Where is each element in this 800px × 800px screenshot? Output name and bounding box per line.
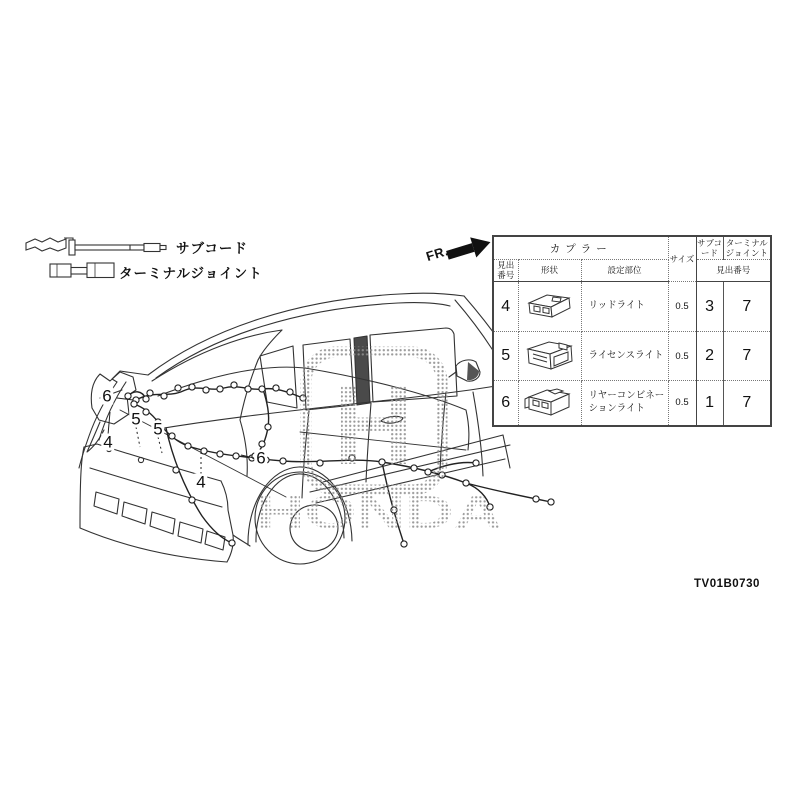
callout-6-rear: 6 — [102, 386, 112, 406]
row-sub-cord: 2 — [696, 332, 723, 381]
row-location: リヤーコンビネーションライト — [581, 381, 668, 426]
header-index-no-span: 見出番号 — [696, 260, 771, 282]
connector-table — [492, 235, 772, 427]
callout-6-right: 6 — [256, 448, 266, 468]
rear-bumper — [80, 444, 250, 562]
honda-watermark-text: HONDA — [256, 486, 502, 538]
connector-shape-icon — [518, 332, 581, 381]
row-size: 0.5 — [668, 381, 696, 426]
row-terminal-joint: 7 — [723, 282, 771, 332]
row-sub-cord: 3 — [696, 282, 723, 332]
table-row — [493, 381, 771, 426]
row-size: 0.5 — [668, 332, 696, 381]
callout-4-center: 4 — [196, 472, 206, 492]
sub-cord-label: サブコード — [176, 241, 248, 256]
callout-4-rear: 4 — [103, 432, 113, 452]
row-index: 5 — [493, 332, 518, 381]
connector-shape-icon — [518, 282, 581, 332]
header-coupler: カプラー — [493, 236, 668, 260]
row-index: 6 — [493, 381, 518, 426]
callout-5-left: 5 — [131, 409, 141, 429]
row-terminal-joint: 7 — [723, 381, 771, 426]
h-emblem-watermark: H — [333, 363, 415, 488]
leader-lines — [108, 398, 254, 474]
row-location: ライセンスライト — [581, 332, 668, 381]
table-row — [493, 332, 771, 381]
row-location: リッドライト — [581, 282, 668, 332]
row-terminal-joint: 7 — [723, 332, 771, 381]
header-terminal-joint: ターミナルジョイント — [723, 236, 771, 260]
fr-direction-label: FR. — [424, 243, 451, 264]
header-location: 設定部位 — [581, 260, 668, 282]
row-index: 4 — [493, 282, 518, 332]
header-size: サイズ — [668, 236, 696, 282]
connector-shape-icon — [518, 381, 581, 426]
callout-5-right: 5 — [153, 419, 163, 439]
sub-cord-drawing — [26, 238, 166, 255]
row-sub-cord: 1 — [696, 381, 723, 426]
terminal-joint-label: ターミナルジョイント — [119, 266, 263, 281]
header-sub-cord: サブコード — [696, 237, 723, 258]
fr-arrow-icon — [444, 232, 493, 265]
table-row — [493, 282, 771, 332]
row-size: 0.5 — [668, 282, 696, 332]
header-index-no: 見出番号 — [493, 260, 518, 282]
header-shape: 形状 — [518, 260, 581, 282]
drawing-code: TV01B0730 — [694, 578, 760, 590]
terminal-joint-drawing — [50, 263, 114, 278]
